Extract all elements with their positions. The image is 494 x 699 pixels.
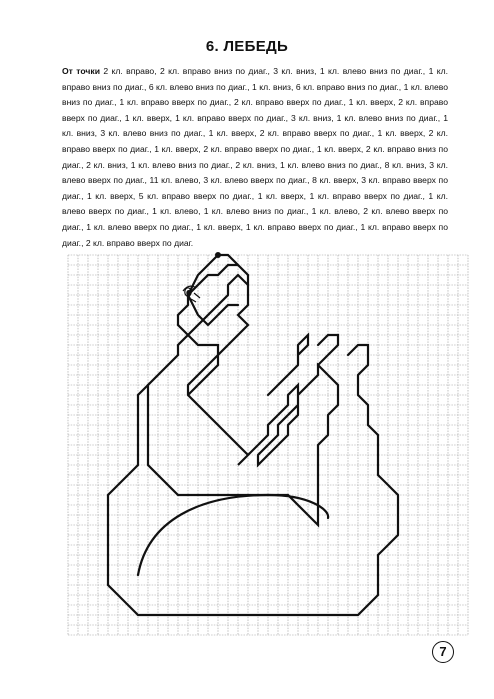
swan-body-line — [148, 255, 338, 525]
swan-feather-3 — [108, 345, 398, 615]
instructions-lead: От точки — [62, 66, 100, 76]
instructions-text: 2 кл. вправо, 2 кл. вправо вниз по диаг., 3 кл. вниз, 1 кл. влево вниз по диаг., 1 кл. вправо вниз по диаг., 6 кл. влево вниз по диаг., 1 кл. вниз, 6 кл. вправо вниз по диаг., 1 кл. влево вниз по диаг., 1 кл. вправо вверх по диаг., 2 кл. вправо вверх по диаг., 1 кл. вверх, 2 кл. вправо вверх по диаг., 1 кл. вверх, 1 кл. вправо вверх по диаг., 3 кл. вниз, 1 кл. влево вниз по диаг., 1 кл. вниз, 3 кл. влево вниз по диаг., 1 кл. вверх, 2 кл. вправо вверх по диаг., 1 кл. вверх, 2 кл. вправо вверх по диаг., 1 кл. вверх, 2 кл. вправо вверх по диаг., 1 кл. вверх, 2 кл. вправо вниз по диаг., 2 кл. вниз, 1 кл. влево вниз по диаг., 2 кл. вниз, 1 кл. влево вниз по диаг., 8 кл. вниз, 3 кл. влево вверх по диаг., 11 кл. влево, 3 кл. влево вверх по диаг., 8 кл. вверх, 3 кл. вправо вверх по диаг., 1 кл. вверх, 5 кл. вправо вверх по диаг., 1 кл. вверх, 1 кл. вправо вверх по диаг., 1 кл. влево вверх по диаг., 1 кл. влево, 1 кл. влево вниз по диаг., 1 кл. влево, 2 кл. влево вверх по диаг., 1 кл. влево вверх по диаг., 1 кл. вверх, 1 кл. вправо вверх по диаг., 1 кл. вправо вверх по диаг., 2 кл. вправо вверх по диаг. — [62, 66, 448, 248]
page-number-badge: 7 — [432, 641, 454, 663]
start-point — [215, 252, 221, 258]
page-title: 6. ЛЕБЕДЬ — [205, 38, 289, 55]
